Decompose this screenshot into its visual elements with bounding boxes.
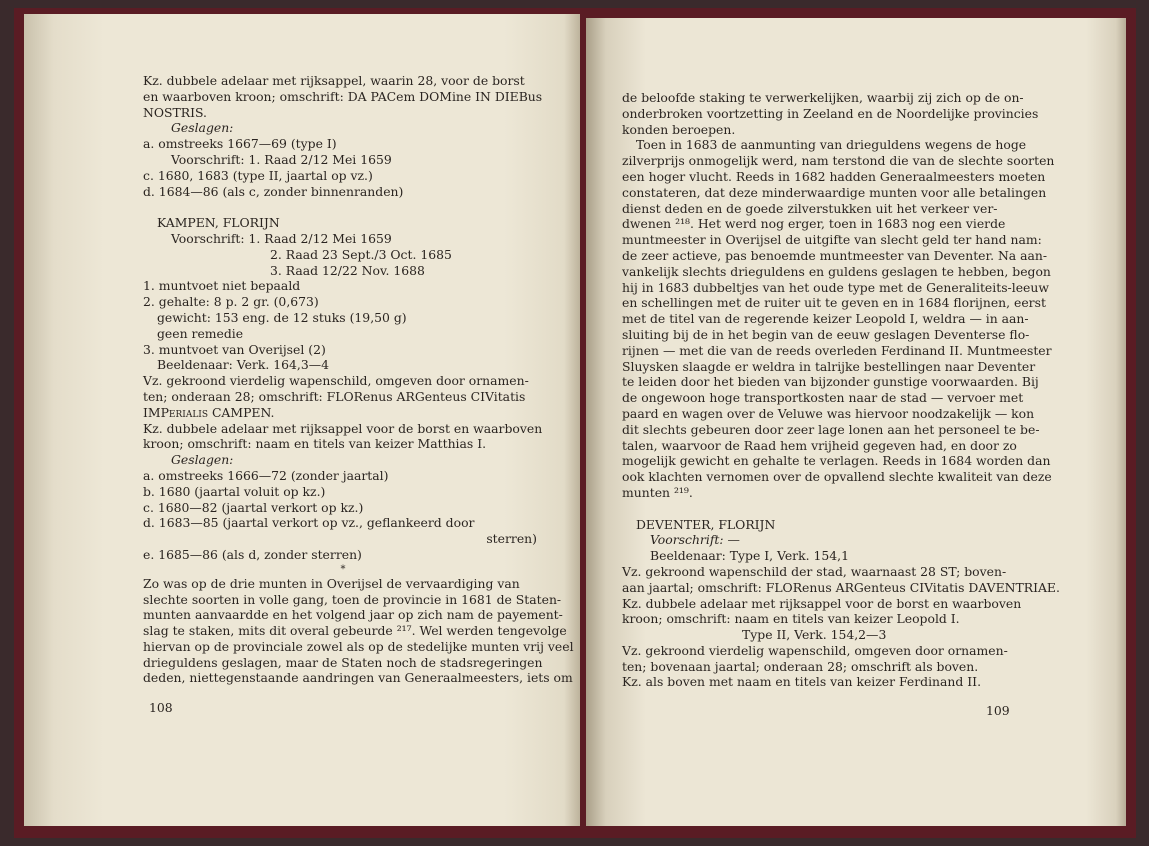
text-line: Zo was op de drie munten in Overijsel de vervaardiging van: [143, 575, 520, 591]
text-line: Sluysken slaagde er weldra in talrijke bestellingen naar Deventer: [622, 358, 1036, 374]
text-line: NOSTRIS.: [143, 104, 207, 120]
text-line: konden beroepen.: [622, 121, 736, 137]
text-line: munten ²¹⁹.: [622, 484, 693, 500]
text-line: kroon; omschrift: naam en titels van keizer Matthias I.: [143, 436, 487, 452]
text-line: kroon; omschrift: naam en titels van keizer Leopold I.: [622, 611, 960, 627]
text-line: geen remedie: [157, 325, 244, 341]
text-line: Beeldenaar: Type I, Verk. 154,1: [650, 548, 849, 564]
text-line: sluiting bij de in het begin van de eeuw geslagen Deventerse flo-: [622, 326, 1030, 342]
text-line: Kz. dubbele adelaar met rijksappel voor de borst en waarboven: [143, 420, 543, 436]
text-line: met de titel van de regerende keizer Leopold I, weldra — in aan-: [622, 311, 1029, 327]
text-line: Voorschrift: 1. Raad 2/12 Mei 1659: [171, 230, 392, 246]
text-line: talen, waarvoor de Raad hem vrijheid gegeven had, en door zo: [622, 437, 1017, 453]
text-line: vankelijk slechts drieguldens en guldens geslagen te hebben, begon: [622, 263, 1051, 279]
text-line: onderbroken voortzetting in Zeeland en de Noordelijke provincies: [622, 105, 1039, 121]
text-line: paard en wagen over de Veluwe was hiervoor noodzakelijk — kon: [622, 405, 1035, 421]
text-line: Beeldenaar: Verk. 164,3—4: [157, 357, 329, 373]
text-line: constateren, dat deze minderwaardige munten voor alle betalingen: [622, 184, 1047, 200]
text-line: b. 1680 (jaartal voluit op kz.): [143, 483, 326, 499]
text-line: zilverprijs onmogelijk werd, nam terstond die van de slechte soorten: [622, 153, 1055, 169]
text-line: 2. Raad 23 Sept./3 Oct. 1685: [270, 246, 452, 262]
text-line: c. 1680—82 (jaartal verkort op kz.): [143, 499, 364, 515]
text-line: sterren): [486, 531, 537, 547]
text-line: Type II, Verk. 154,2—3: [742, 627, 887, 643]
right-page-text: [622, 90, 1060, 690]
text-line: rijnen — met die van de reeds overleden Ferdinand II. Muntmeester: [622, 342, 1052, 358]
text-line: Kz. dubbele adelaar met rijksappel voor de borst en waarboven: [622, 595, 1022, 611]
text-line: e. 1685—86 (als d, zonder sterren): [143, 546, 362, 562]
right-page: [586, 18, 1126, 826]
text-line: hij in 1683 dubbeltjes van het oude type met de Generaliteits-leeuw: [622, 279, 1049, 295]
text-line: en schellingen met de ruiter uit te geven en in 1684 florijnen, eerst: [622, 295, 1046, 311]
text-line: d. 1684—86 (als c, zonder binnenranden): [143, 183, 404, 199]
text-line: Geslagen:: [171, 452, 234, 468]
text-line: en waarboven kroon; omschrift: DA PACem DOMine IN DIEBus: [143, 88, 543, 104]
text-line: dienst deden en de goede zilverstukken uit het verkeer ver-: [622, 200, 998, 216]
text-line: mogelijk gewicht en gehalte te verlagen. Reeds in 1684 worden dan: [622, 453, 1051, 469]
text-line: dwenen ²¹⁸. Het werd nog erger, toen in 1683 nog een vierde: [622, 216, 1006, 232]
text-line: de ongewoon hoge transportkosten naar de stad — vervoer met: [622, 390, 1024, 406]
text-line: gewicht: 153 eng. de 12 stuks (19,50 g): [157, 309, 407, 325]
text-line: a. omstreeks 1666—72 (zonder jaartal): [143, 467, 389, 483]
text-line: Vz. gekroond vierdelig wapenschild, omgeven door ornamen-: [622, 642, 1008, 658]
text-line: hiervan op de provinciale zowel als op de stedelijke munten vrij veel: [143, 638, 574, 654]
text-line: een hoger vlucht. Reeds in 1682 hadden Generaalmeesters moeten: [622, 168, 1046, 184]
text-line: ten; bovenaan jaartal; onderaan 28; omschrift als boven.: [622, 658, 979, 674]
text-line: [622, 501, 1012, 517]
text-line: Vz. gekroond vierdelig wapenschild, omgeven door ornamen-: [143, 373, 529, 389]
text-line: slechte soorten in volle gang, toen de provincie in 1681 de Staten-: [143, 591, 562, 607]
text-line: *: [340, 563, 346, 575]
left-page-number: 108: [149, 700, 173, 715]
text-line: Vz. gekroond wapenschild der stad, waarnaast 28 ST; boven-: [622, 563, 1007, 579]
text-line: de beloofde staking te verwerkelijken, waarbij zij zich op de on-: [622, 90, 1024, 105]
text-line: drieguldens geslagen, maar de Staten noch de stadsregeringen: [143, 654, 543, 670]
text-line: Geslagen:: [171, 120, 234, 136]
text-line: Voorschrift: —: [650, 532, 740, 548]
text-line: de zeer actieve, pas benoemde muntmeester van Deventer. Na aan-: [622, 247, 1048, 263]
right-page-number: 109: [986, 703, 1010, 718]
text-line: IMPerialis CAMPEN.: [143, 404, 275, 420]
text-line: te leiden door het bieden van bijzonder gunstige voorwaarden. Bij: [622, 374, 1039, 390]
text-line: KAMPEN, FLORIJN: [157, 215, 280, 231]
text-line: 2. gehalte: 8 p. 2 gr. (0,673): [143, 294, 319, 310]
text-line: ook klachten vernomen over de opvallend slechte kwaliteit van deze: [622, 469, 1052, 485]
text-line: munten aanvaardde en het volgend jaar op zich nam de payement-: [143, 607, 563, 623]
text-line: slag te staken, mits dit overal gebeurde ²¹⁷. Wel werden tengevolge: [143, 623, 567, 639]
text-line: ten; onderaan 28; omschrift: FLORenus ARGenteus CIVitatis: [143, 388, 526, 404]
text-line: deden, niettegenstaande aandringen van Generaalmeesters, iets om: [143, 670, 573, 686]
text-line: Voorschrift: 1. Raad 2/12 Mei 1659: [171, 151, 392, 167]
text-line: Toen in 1683 de aanmunting van drieguldens wegens de hoge: [636, 137, 1027, 153]
text-line: c. 1680, 1683 (type II, jaartal op vz.): [143, 167, 373, 183]
text-line: d. 1683—85 (jaartal verkort op vz., geflankeerd door: [143, 515, 475, 531]
text-line: Kz. als boven met naam en titels van keizer Ferdinand II.: [622, 674, 982, 690]
text-line: dit slechts gebeuren door zeer lage lonen aan het personeel te be-: [622, 421, 1040, 437]
text-line: DEVENTER, FLORIJN: [636, 516, 776, 532]
text-line: 3. muntvoet van Overijsel (2): [143, 341, 326, 357]
text-line: [143, 199, 543, 215]
text-line: 3. Raad 12/22 Nov. 1688: [270, 262, 425, 278]
text-line: Kz. dubbele adelaar met rijksappel, waarin 28, voor de borst: [143, 73, 525, 88]
text-line: muntmeester in Overijsel de uitgifte van slecht geld ter hand nam:: [622, 232, 1042, 248]
text-line: a. omstreeks 1667—69 (type I): [143, 136, 337, 152]
left-page: [24, 14, 580, 826]
left-page-text: [143, 73, 574, 686]
text-line: aan jaartal; omschrift: FLORenus ARGenteus CIVitatis DAVENTRIAE.: [622, 579, 1060, 595]
text-line: 1. muntvoet niet bepaald: [143, 278, 301, 294]
